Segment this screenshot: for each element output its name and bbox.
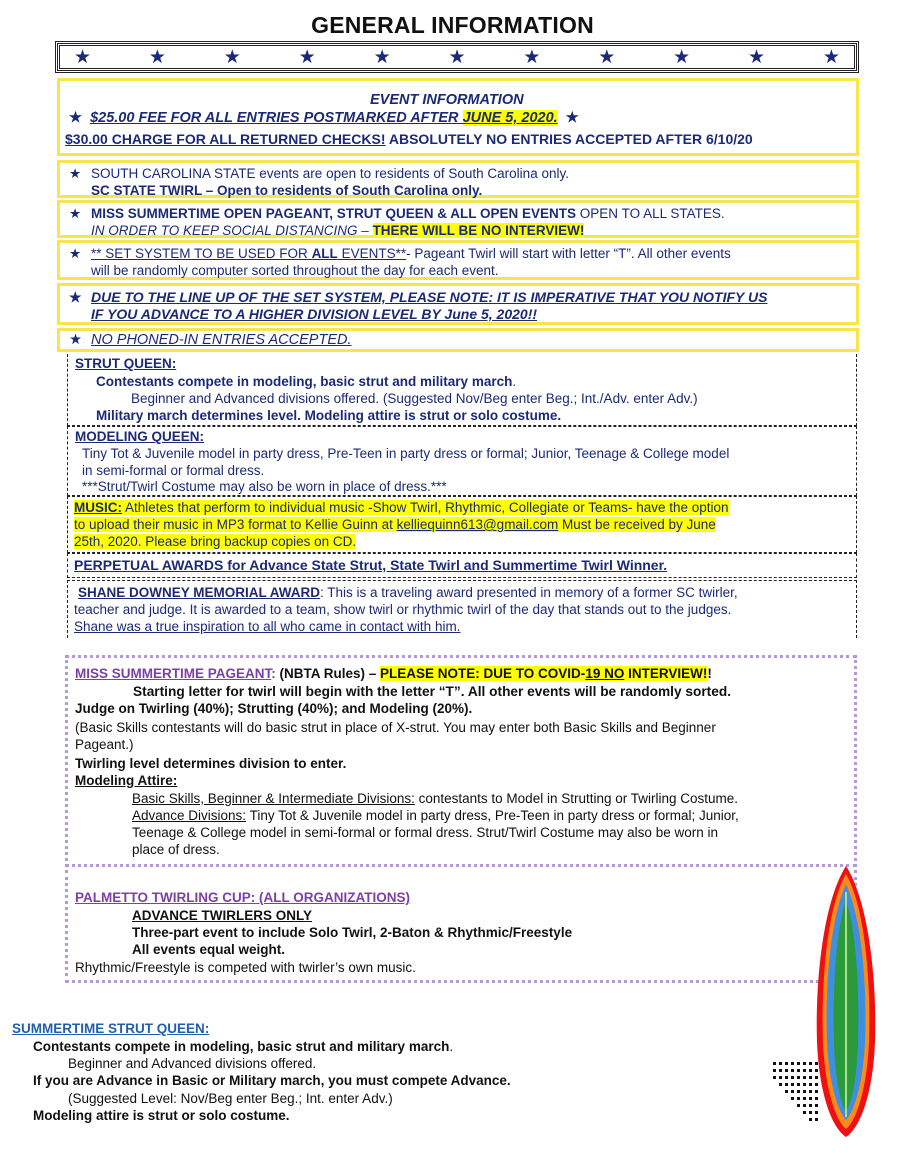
pageant-l8b: contestants to Model in Strutting or Twirling Costume. [414,791,739,806]
star-icon: ★ [74,46,92,68]
summertime-strut-l4: (Suggested Level: Nov/Beg enter Beg.; Int. enter Adv.) [68,1091,393,1106]
palmetto-l2: Three-part event to include Solo Twirl, 2-Baton & Rhythmic/Freestyle [132,925,573,940]
pageant-section [65,655,857,867]
music-l1 [74,500,729,515]
set-system-a: ** SET SYSTEM TO BE USED FOR [91,246,312,261]
star-icon: ★ [822,46,840,68]
summertime-strut-l1-end: . [449,1039,454,1054]
music-l2 [74,517,716,532]
palmetto-heading: PALMETTO TWIRLING CUP: (ALL ORGANIZATIONS) [75,890,410,905]
music-l3-text: 25th, 2020. Please bring backup copies on CD. [74,534,357,549]
pageant-l5: Pageant.) [75,737,134,752]
modeling-queen-l1: Tiny Tot & Juvenile model in party dress, Pre-Teen in party dress or formal; Junior, Teenage & College model [82,446,730,461]
pageant-l10: Teenage & College model in semi-formal or formal dress. Strut/Twirl Costume may also be worn in [132,825,718,840]
set-system-line1 [69,246,731,261]
shane-l3: Shane was a true inspiration to all who came in contact with him. [74,619,461,634]
event-info-heading: EVENT INFORMATION [370,92,524,108]
star-icon: ★ [598,46,616,68]
no-phone-line [69,333,352,348]
pageant-heading-colon: : [271,666,276,681]
shane-l1-text: : This is a traveling award presented in memory of a former SC twirler, [320,585,738,600]
lineup-note-box [57,283,859,325]
sc-state-line2: SC STATE TWIRL – Open to residents of South Carolina only. [91,183,483,198]
pageant-l7: Modeling Attire: [75,773,178,788]
surfboard-ornament-decoration [815,862,877,1140]
strut-queen-l1-text: Contestants compete in modeling, basic strut and military march [96,374,513,389]
star-icon: ★ [69,110,82,126]
pageant-note-end: ! [707,666,712,681]
pageant-l2: Starting letter for twirl will begin with the letter “T”. All other events will be randomly sorted. [133,684,732,699]
palmetto-l3: All events equal weight. [132,942,286,957]
pageant-note-a: PLEASE NOTE: DUE TO COVID- [380,666,586,681]
star-icon: ★ [523,46,541,68]
strut-queen-section [67,354,857,426]
shane-l1 [78,585,738,600]
strut-queen-heading: STRUT QUEEN: [75,356,177,371]
sc-state-text: SOUTH CAROLINA STATE events are open to residents of South Carolina only. [91,166,569,181]
fee-line [69,111,579,126]
strut-queen-l1 [96,374,516,389]
sc-state-box [57,160,859,198]
lineup-note-text1: DUE TO THE LINE UP OF THE SET SYSTEM, PLEASE NOTE: IT IS IMPERATIVE THAT YOU NOTIFY US [91,289,768,305]
modeling-queen-l3: ***Strut/Twirl Costume may also be worn in place of dress.*** [82,479,447,494]
pageant-heading-line [75,666,712,681]
summertime-strut-l5: Modeling attire is strut or solo costume. [33,1108,290,1123]
music-email-link[interactable]: kelliequinn613@gmail.com [396,517,559,532]
star-icon: ★ [223,46,241,68]
no-interview-highlight: THERE WILL BE NO INTERVIEW! [372,223,585,238]
returned-checks: $30.00 CHARGE FOR ALL RETURNED CHECKS! [65,131,386,147]
summertime-strut-l2: Beginner and Advanced divisions offered. [68,1056,317,1071]
open-events-line1 [69,206,725,221]
summertime-strut-l1 [33,1039,453,1054]
star-icon: ★ [69,332,82,348]
set-system-c: EVENTS** [337,246,407,261]
star-icon: ★ [448,46,466,68]
set-system-box [57,240,859,280]
palmetto-l4: Rhythmic/Freestyle is competed with twirler’s own music. [75,960,416,975]
open-events-rest: OPEN TO ALL STATES. [576,206,725,221]
open-events-bold: MISS SUMMERTIME OPEN PAGEANT, STRUT QUEEN & ALL OPEN EVENTS [91,206,577,221]
summertime-strut-heading: SUMMERTIME STRUT QUEEN: [12,1021,210,1036]
modeling-queen-heading: MODELING QUEEN: [75,429,205,444]
pageant-l3: Judge on Twirling (40%); Strutting (40%); and Modeling (20%). [75,701,473,716]
pageant-l11: place of dress. [132,842,220,857]
no-phone-box [57,328,859,352]
strut-queen-l2: Beginner and Advanced divisions offered. (Suggested Nov/Beg enter Beg.; Int./Adv. enter Adv.) [131,391,698,406]
music-l2-text: to upload their music in MP3 format to Kellie Guinn at [74,517,397,532]
strut-queen-l1-end: . [512,374,517,389]
pageant-note-c: INTERVIEW! [624,666,708,681]
music-l2-end: Must be received by June [558,517,716,532]
pageant-l6: Twirling level determines division to enter. [75,756,347,771]
pageant-l9b: Tiny Tot & Juvenile model in party dress, Pre-Teen in party dress or formal; Junior, [246,808,739,823]
summertime-strut-l1-text: Contestants compete in modeling, basic strut and military march [33,1039,450,1054]
sc-state-line1 [69,166,569,181]
strut-queen-l3: Military march determines level. Modeling attire is strut or solo costume. [96,408,562,423]
star-icon: ★ [148,46,166,68]
pageant-rules: (NBTA Rules) – [275,666,381,681]
set-system-line2: will be randomly computer sorted throughout the day for each event. [91,263,499,278]
set-system-all: ALL [311,246,338,261]
music-label: MUSIC: [74,500,122,515]
no-entries-after: ABSOLUTELY NO ENTRIES ACCEPTED AFTER 6/10/20 [385,131,753,147]
palmetto-l1: ADVANCE TWIRLERS ONLY [132,908,313,923]
social-distancing-text: IN ORDER TO KEEP SOCIAL DISTANCING – [91,223,373,238]
pageant-l9 [132,808,739,823]
shane-heading: SHANE DOWNEY MEMORIAL AWARD [78,585,321,600]
star-icon: ★ [69,166,82,181]
set-system-d: - Pageant Twirl will start with letter “T”. All other events [406,246,731,261]
lineup-note-line2: IF YOU ADVANCE TO A HIGHER DIVISION LEVEL BY June 5, 2020!! [91,306,538,322]
pageant-l4: (Basic Skills contestants will do basic strut in place of X-strut. You may enter both Basic Skills and Beginner [75,720,716,735]
music-l1-text: Athletes that perform to individual music -Show Twirl, Rhythmic, Collegiate or Teams- have the option [122,500,729,515]
music-section [67,496,857,553]
no-phone-text: NO PHONED-IN ENTRIES ACCEPTED. [91,332,352,348]
star-icon: ★ [748,46,766,68]
page-title: GENERAL INFORMATION [311,12,594,38]
shane-l2: teacher and judge. It is awarded to a team, show twirl or rhythmic twirl of the day that stands out to the judges. [74,602,732,617]
fee-text: $25.00 FEE FOR ALL ENTRIES POSTMARKED AFTER [90,110,463,126]
star-icon: ★ [298,46,316,68]
modeling-queen-section [67,426,857,496]
perpetual-awards: PERPETUAL AWARDS for Advance State Strut, State Twirl and Summertime Twirl Winner. [74,557,668,573]
modeling-queen-l2: in semi-formal or formal dress. [82,463,265,478]
pageant-l8a: Basic Skills, Beginner & Intermediate Divisions: [132,791,415,806]
summertime-strut-l3: If you are Advance in Basic or Military march, you must compete Advance. [33,1073,511,1088]
pageant-heading: MISS SUMMERTIME PAGEANT [75,666,272,681]
star-icon: ★ [373,46,391,68]
star-icon: ★ [565,110,579,126]
star-icon: ★ [69,206,82,221]
lineup-note-line1 [69,290,767,305]
star-banner [57,43,857,71]
perpetual-section [67,553,857,578]
event-info-box [57,78,859,156]
open-events-box [57,200,859,238]
star-icon: ★ [69,289,82,305]
fee-date: JUNE 5, 2020. [462,110,558,126]
star-icon: ★ [673,46,691,68]
star-icon: ★ [69,246,82,261]
palmetto-section [65,870,857,983]
pageant-note-b: 19 NO [585,666,625,681]
pageant-l9a: Advance Divisions: [132,808,247,823]
returned-checks-line [65,132,753,147]
shane-award-section [67,580,857,638]
pageant-l8 [132,791,738,806]
music-l3 [74,534,356,549]
open-events-line2 [91,223,584,238]
